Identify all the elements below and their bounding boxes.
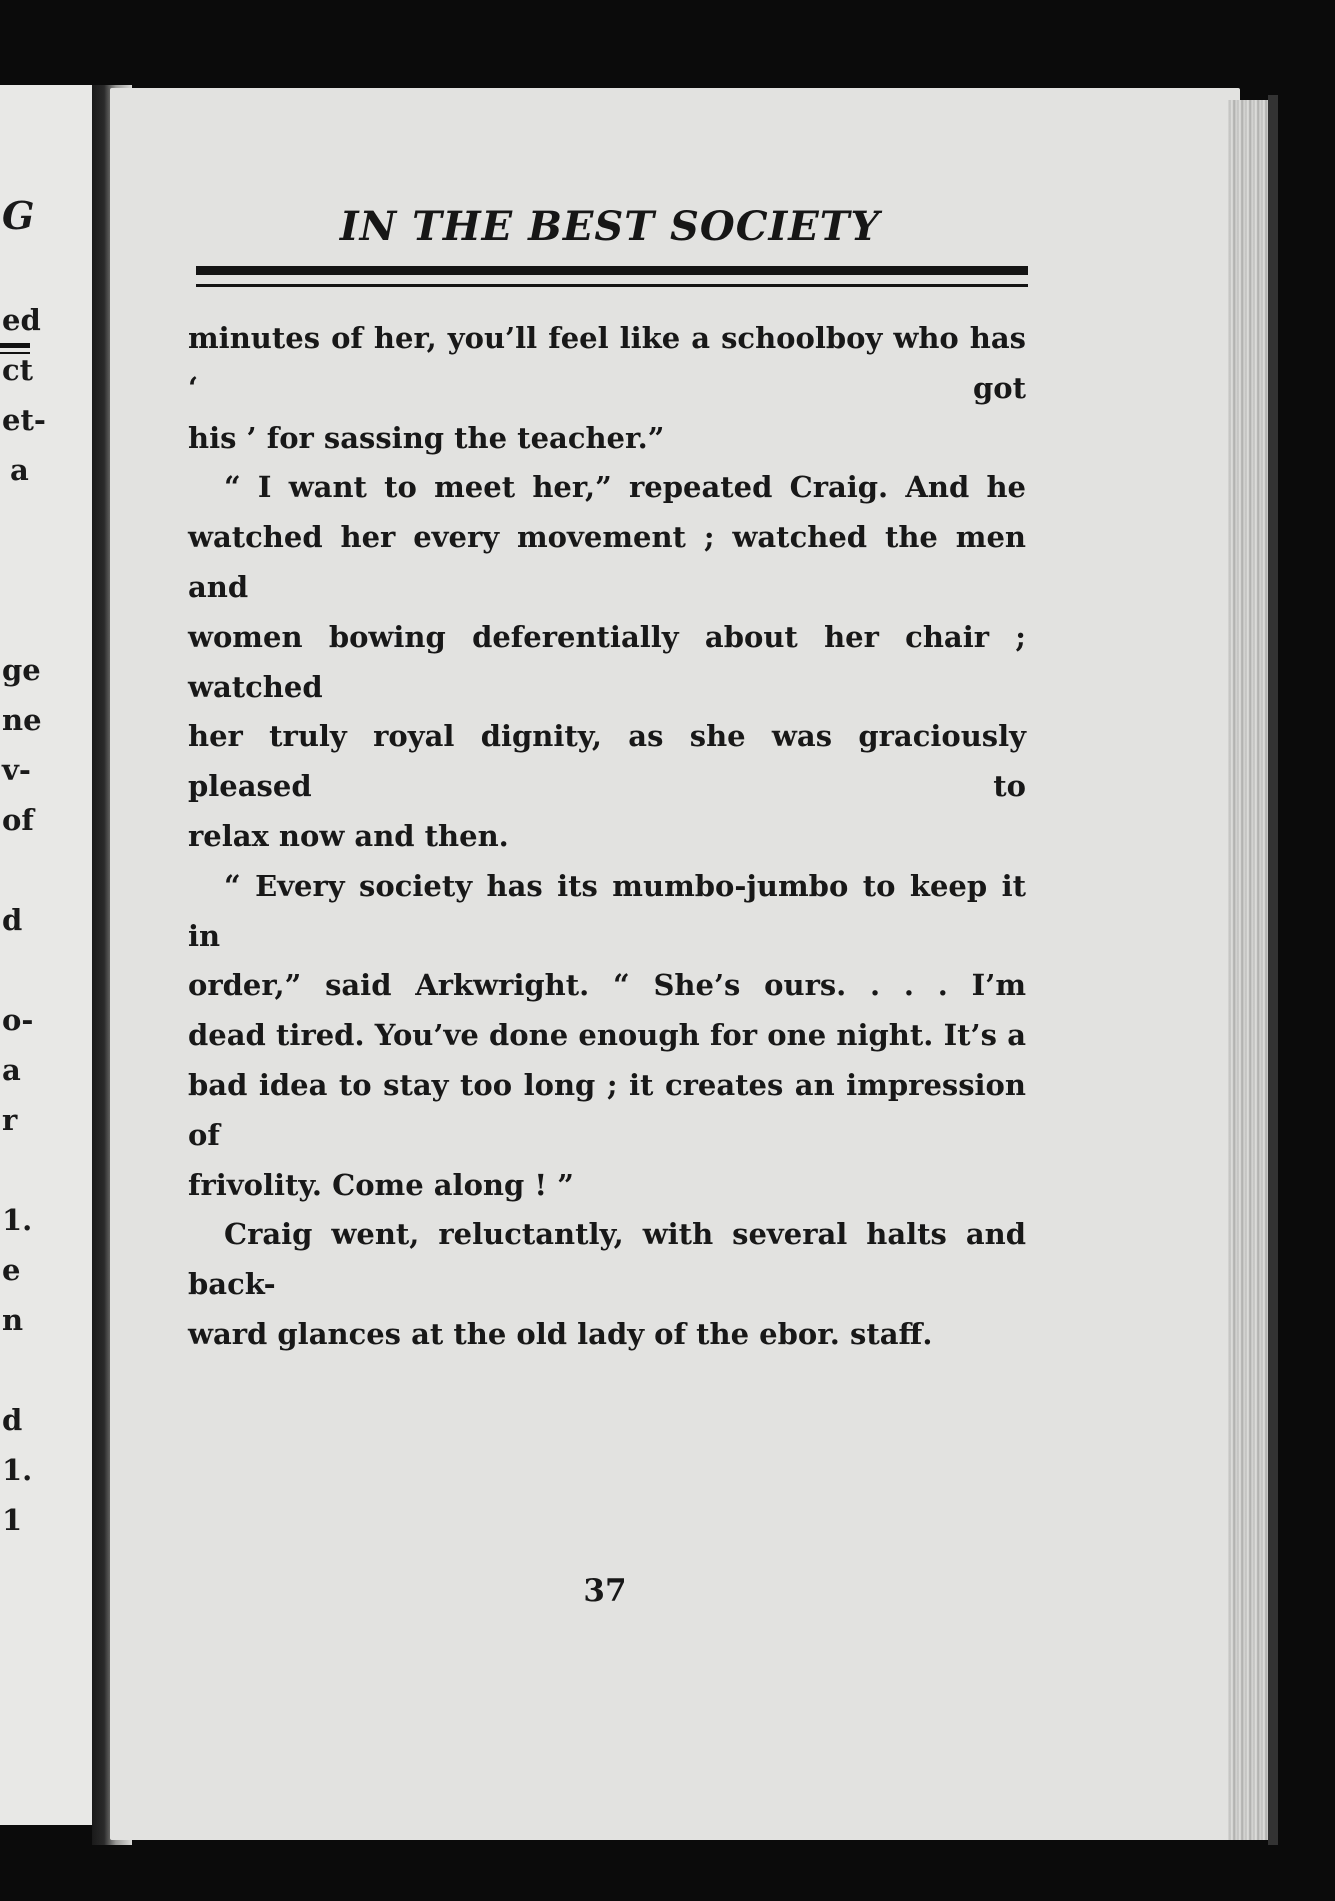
facing-page-fragment: d [2, 903, 23, 937]
facing-page [0, 85, 100, 1825]
text-line: order,” said Arkwright. “ She’s ours. . . . I’m [188, 968, 1026, 1003]
running-head: IN THE BEST SOCIETY [339, 203, 881, 250]
text-line: bad idea to stay too long ; it creates an impression of [188, 1067, 1026, 1152]
facing-page-fragment: a [10, 453, 29, 487]
page-edges [1228, 100, 1270, 1840]
text-line: “ Every society has its mumbo-jumbo to keep it in [188, 868, 1026, 953]
facing-page-fragment: a [2, 1053, 21, 1087]
text-line: her truly royal dignity, as she was graciously pleased to [188, 719, 1026, 804]
facing-page-fragment: 1. [2, 1453, 33, 1487]
text-line: ward glances at the old lady of the ebor. staff. [188, 1316, 933, 1351]
facing-page-fragment: 1. [2, 1203, 33, 1237]
facing-page-fragment: v- [2, 753, 31, 787]
facing-page-fragment: ge [2, 653, 41, 687]
facing-page-fragment: ct [2, 353, 34, 387]
page-number: 37 [583, 1573, 627, 1609]
text-line: frivolity. Come along ! ” [188, 1167, 574, 1202]
facing-page-fragment: r [2, 1103, 18, 1137]
header-rule-thick [196, 266, 1028, 275]
facing-page-fragment: 1 [2, 1503, 23, 1537]
text-line: Craig went, reluctantly, with several halts and back- [188, 1217, 1026, 1302]
text-line: minutes of her, you’ll feel like a schoolboy who has ‘ got [188, 321, 1026, 405]
facing-page-fragment: of [2, 803, 34, 837]
header-rule-thin [196, 284, 1028, 287]
text-line: dead tired. You’ve done enough for one night. It’s a [188, 1018, 1026, 1053]
body-text [188, 314, 1026, 1360]
facing-page-fragment: ne [2, 703, 42, 737]
facing-page-heading-fragment: G [2, 193, 35, 238]
facing-page-rule [0, 343, 30, 348]
text-line: “ I want to meet her,” repeated Craig. And he [224, 470, 1026, 505]
text-line: watched her every movement ; watched the men and [188, 520, 1026, 604]
facing-page-fragment: ed [2, 303, 41, 337]
facing-page-fragment: et- [2, 403, 46, 437]
facing-page-fragment: o- [2, 1003, 34, 1037]
facing-page-fragment: n [2, 1303, 24, 1337]
facing-page-fragment: e [2, 1253, 21, 1287]
text-line: relax now and then. [188, 818, 509, 853]
page-edge-shadow [1268, 95, 1278, 1845]
text-line: his ’ for sassing the teacher.” [188, 420, 665, 455]
text-line: women bowing deferentially about her chair ; watched [188, 619, 1026, 704]
facing-page-fragment: d [2, 1403, 23, 1437]
